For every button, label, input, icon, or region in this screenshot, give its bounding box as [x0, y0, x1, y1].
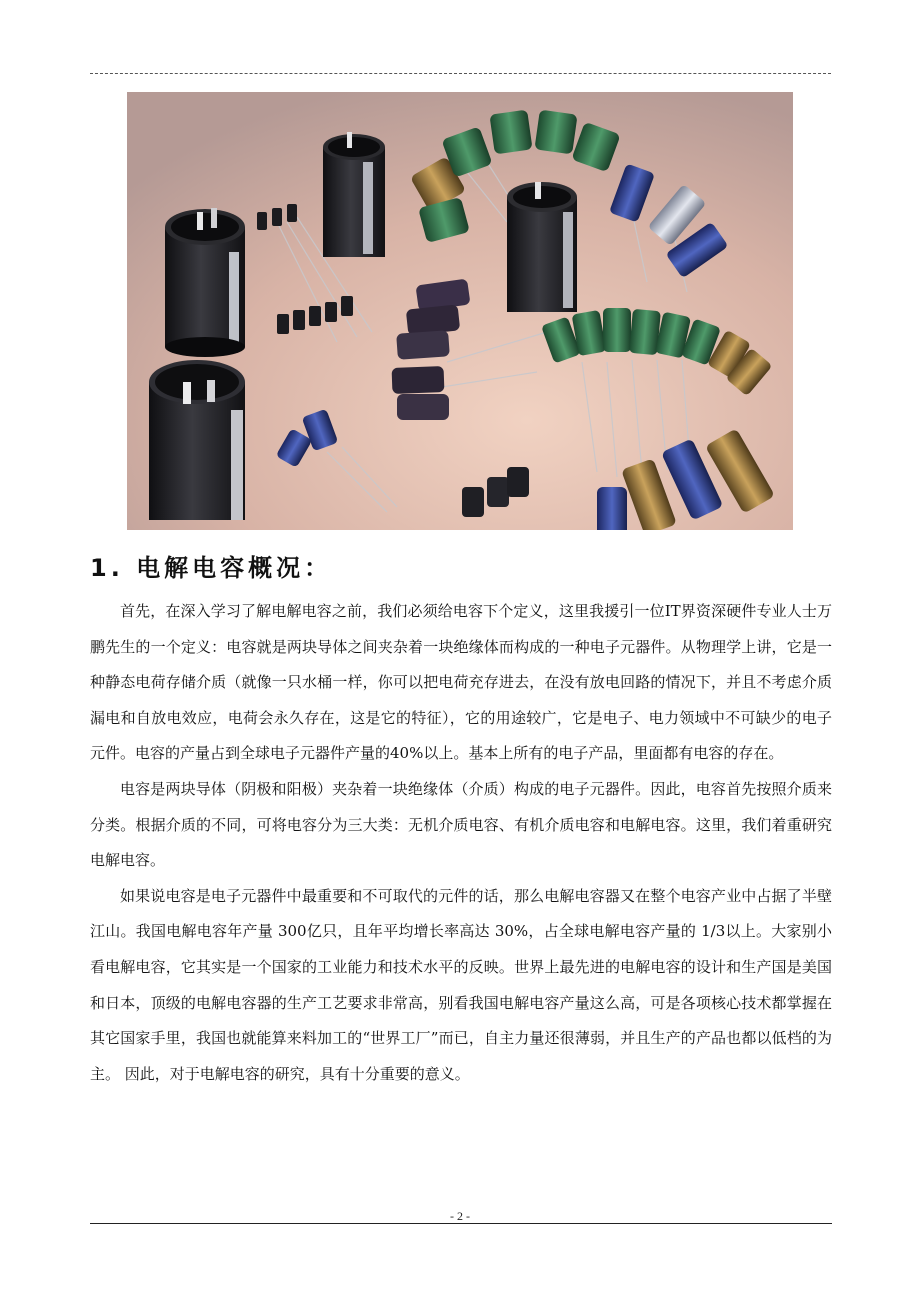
section-title: 电解电容概况： [136, 554, 333, 582]
section-heading [90, 548, 332, 583]
paragraph-3: 如果说电容是电子元器件中最重要和不可取代的元件的话，那么电解电容器又在整个电容产业中占据了半壁江山。我国电解电容年产量 300亿只，且年平均增长率高达 30%，占全球电解电容产量的 1/3以上。大家别小看电解电容，它其实是一个国家的工业能力和技术水平的反映。世界上最先进的电解电容的设计和生产国是美国和日本，顶级的电解电容器的生产工艺要求非常高，别看我国电解电容产量这么高，可是各项核心技术都掌握在其它国家手里，我国也就能算来料加工的“世界工厂”而已，自主力量还很薄弱，并且生产的产品也都以低档的为主。 因此，对于电解电容的研究，具有十分重要的意义。 [90, 886, 832, 1083]
header-dashed-rule [90, 73, 831, 74]
footer-rule [90, 1223, 832, 1224]
paragraph-2: 电容是两块导体（阴极和阳极）夹杂着一块绝缘体（介质）构成的电子元器件。因此，电容首先按照介质来分类。根据介质的不同，可将电容分为三大类：无机介质电容、有机介质电容和电解电容。这里，我们着重研究电解电容。 [90, 779, 832, 870]
paragraph-1: 首先，在深入学习了解电解电容之前，我们必须给电容下个定义，这里我援引一位IT界资深硬件专业人士万鹏先生的一个定义：电容就是两块导体之间夹杂着一块绝缘体而构成的一种电子元器件。从物理学上讲，它是一种静态电荷存储介质（就像一只水桶一样，你可以把电荷充存进去，在没有放电回路的情况下，并且不考虑介质漏电和自放电效应，电荷会永久存在，这是它的特征），它的用途较广，它是电子、电力领域中不可缺少的电子元件。电容的产量占到全球电子元器件产量的40%以上。基本上所有的电子产品，里面都有电容的存在。 [90, 602, 832, 763]
body-text [90, 594, 832, 1092]
section-number: 1. [90, 554, 124, 582]
capacitors-photo [127, 92, 793, 530]
page-number: - 2 - [450, 1209, 470, 1223]
